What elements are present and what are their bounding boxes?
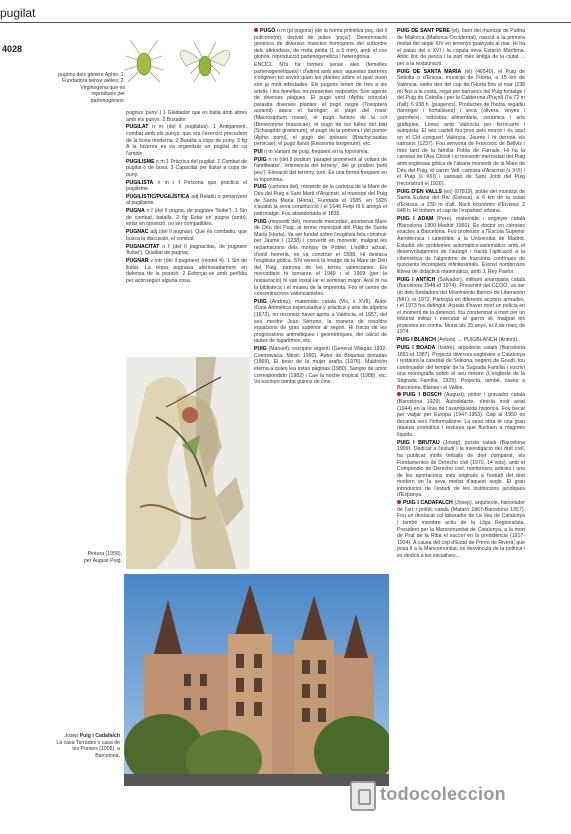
header-rule [0, 22, 571, 23]
entry-pugil-tail: pugnus 'puny'.) 1 Gladiador que es batia amb altres amb els punys. 2 Boxador. [126, 110, 247, 123]
entry-puig-boada: PUIG I BOADA (Isidre), arquitecte català (Barcelona 1891-id 1987). Projectà diverses esglésies a Catalunya i restaurà la catedral de Solsona, segons de Goudí, fou continuador del temple de la Sagrada Família i escriví una monografia sobre el seu mestre (L'església de la Sagrada Família, 1929). Projectà, també, cases a Barcelona, Blanes i el Vallès. [397, 345, 525, 391]
painting-caption-line-2: per August Puig. [83, 557, 122, 564]
photo-caption-name: Josep Puig i Cadafalch [64, 733, 120, 739]
entry-puig: PUIG n m (del ll podium 'parapet prominent al voltant de l'amfiteatre', 'eminència del terreny', del gr podion 'petit peu'). Elevació del terreny, turó. És una forma freqüent en la toponímia. [254, 156, 387, 183]
watermark-text: todocoleccion [380, 784, 506, 804]
entry-puig-manuel: PUIG (Manuel), escriptor argentí (General Villegas 1932-Cuernavaca, Mèxic 1990). Autor de Boquitas pintadas (1969), El beso de la mujer araña (1976), Maldición eterna a quien lea estas páginas (1980), Sangre de amor correspondido (1982) i Cae la noche tropical (1988), etc. Va escriure també guions de cine. [254, 346, 387, 386]
casa-punxes-photo [124, 574, 389, 786]
entry-pui: PUI n m Variant de puig, freqüent en la toponímia. [254, 149, 369, 156]
photo-caption [56, 733, 120, 759]
entry-puig-cartoixa: PUIG (cartoixa del), monestir de la cartoixa de la Mare de Déu del Puig a Sant Martí d'Aracristi, al municipi del Puig de Santa Maria (Horta). Fundada el 1585, en 1626 s'acabà la seva construcció i el 1646 Felip III li atorgà el patronatge. Fou abandonada el 1835. [254, 184, 387, 217]
watermark-logo-icon [350, 781, 376, 811]
entry-pugilista: PUGILISTA n m i f Persona que practica el pugilisme. [126, 179, 247, 193]
entry-pugilat: PUGILAT n m (del ll pugilatus). 1 Antigament, combat amb els punys, que era l'exercici precedent de la boxa moderna. 2 Baralla a cops de puny. 3 fig A la taverna es va organitzar un pugilat de ca l'ample. [126, 124, 247, 157]
entry-puig-andreu: PUIG (Andreu), matemàtic català (Vic, s XVII). Autor d'una Aritmètica especulativa y pràctica y arte de álgebra (1672), on reconeix haver après a València, el 1657, del seu mestre Joan Serrano, la manera de resoldre equacions de grau superior al segon. Hi tracta de les progressions aritmètiques i geomètriques, del càlcul de taules de logaritmes, etc. [254, 298, 387, 345]
page-number: 4028 [2, 44, 23, 54]
column-right [397, 28, 525, 561]
entry-puig-santa-maria: PUIG DE SANTA MARIA (el) (46540), el Puig de Sebolla o d'Enesa, municipi de l'Horta, a 15 km de València, estès des del cap de l'Horta fins al mar (238 m) fins a la costa, regat per barrancs del Puig fontatge i del Puig de Cebolla i per la Calderona (Puçol) (l'a 72 m d'alt); 6 938 h. (puigencs). Productes de l'horta, regadiu (taronger i hortalisses) i secà (olivera, vinyes i garrofers). Indústria alimentària, ceràmica i arts gràfiques. Línies amb València per ferrocarril i autopista. El seu castell fou pres pels moros i és aquí on el Cid conquerí València. Jaume I hi derrotà els sarraïns (1237). Fou senyoria de Francesc de Bellvís i més tard de la família Pobla de Farnals. Hi ha la cartoixa de l'Ara Christi i el monestir mercedari del Puig amb esglésias gòtica de l'abans monestir de la Mare de Déu del Puig, el carrer Vell, cartoixa d'Aracristi (s XVI) i el Puig (s XIII) i santuari de Sant Jordi del Puig (reconstruït el 1926). [397, 68, 525, 187]
color-dot-icon [397, 392, 401, 396]
aphid-drawing [112, 34, 232, 92]
painting-caption [64, 551, 122, 564]
aphid-illustration [112, 34, 232, 92]
painting-image [126, 357, 250, 569]
entry-pugilisme: PUGILISME n m 1 Pràctica del pugilat. 2 Combat de pugilat o de boxa. 3 Capacitat per lluitar a cops de puny. [126, 158, 247, 178]
entry-pugnac: PUGNAC adj (del ll pugnax). Que és combatiu, que busca la discussió, el combat. [126, 229, 247, 242]
color-dot-icon [254, 28, 258, 32]
entry-pugo: PUGÓ n m (pl pugons) (de la forma primitiva puç, del ll pulicone(m), derivat de pulex 'puça'). Denominació genèrica de diversos insectes homòpters del subordre dels afidoïdeus, de mida petita (1 a 5 mm), amb el cos globós, reproducció partenogenètica i heterogònia. [254, 28, 387, 61]
entry-puig-adam: PUIG I ADAM (Pere), matemàtic i enginyer català (Barcelona 1900-Madrid 1960). És doctor en ciències exactes a Barcelona. Fou professor a l'Escola Superior Aerotècnica i catedràtic a la Universitat de Madrid. Estudià els problemes automàtics-sistemàtics amb el desenvolupament de l'autogir i tractà l'aplicació a la cibernètica de l'algoritme de fraccions contínues de quocients incomplets infinitesimals. Escriví nombrosos llibres de didàctica matemàtica, amb J. Rey Pastor. [397, 216, 525, 275]
building-photo [124, 574, 389, 786]
entry-pugo-encicl: ENCICL N'hi ha formes sense ales (femelles partenogenètiques) i d'altres amb ales; aquestes darreres s'originen tot sovint quan les plantes sobre el qual viuen són ja molt infestades. Els pugons tenen de tres a sis artells i les femelles no presenten ovipositor. Són agents de diverses plagues. El pugó verd (Aphis citricola) parasita diverses plantes; el pugó negre (Toxoptera aurantii) ataca el taronger; el pugó del roser (Macrosiphum rosae), el pugó farinós de la col (Brevicoryne brassicae), el pugó de les fulles del blat (Schizaphis graminum), el pugó de la pomera i del pomer (Aphis pomi), el pugó del préssec (Brachycaudus persicae), el pugó llanut (Eriosoma lanigerum), etc. [254, 62, 387, 148]
entry-puig-blanch: PUIG I BLANCH (Antoni) → PUIGBLANCH (Antoni). [397, 337, 519, 344]
entry-pugna: PUGNA n f (del ll pugna, de pugnare 'lluitar'). 1 Sin de combat, batalla. 2 fig Estar en pugna (amb), estar en oposició, no ser compatibles. [126, 208, 247, 228]
entry-puig-cadafalch: PUIG I CADAFALCH (Josep), arquitecte, historiador de l'art i polític català (Mataró 1867-Barcelona 1957). Fou un destacat col·laborador de La Veu de Catalunya i també membre actiu de la Lliga Regionalista. President per la Mancomunitat de Catalunya, a la mort de Prat de la Riba el succeí en la presidència (1917-1924). A causa del cop d'Estat de Primo de Rivera, que posà fi a la Mancomunitat, es desvinculà de la política i es dedicà a les iniciatives... [397, 500, 525, 559]
entry-pugilistic: PUGILÍSTIC/PUGILÍSTICA adj Relatiu o pertanyent al pugilisme. [126, 193, 247, 207]
entry-pugnar: PUGNAR v intr (del ll pugnare) (model 4). 1 Sin de lluitar. La tropa pugnava aferrissadament en defensa de la posició. 2 Esforçar-se amb perfídia per aconseguir alguna cosa. [126, 257, 247, 284]
color-dot-icon [397, 500, 401, 504]
entry-puig-en-valls: PUIG D'EN VALLS (es) (07819), poble del municipi de Santa Eulària del Riu (Eivissa), a 6 km de la ciutat d'Eivissa, a 230 m d'alt. Nucli econòmic d'Eivissa; 2 648 h. Hi trobem el cap de l'expansió urbana. [397, 188, 525, 215]
photo-caption-text: La casa Terrades o casa de les Punxes (1905), a Barcelona. [56, 739, 120, 759]
entry-pugnacitat: PUGNACITAT n f (del ll pugnacitas, de pugnare 'lluitar'). Qualitat de pugnaç. [126, 243, 247, 257]
running-header: pugilat [0, 6, 36, 20]
painting-artwork [126, 357, 250, 569]
aphid-winged-icon [180, 42, 229, 82]
entry-puig-brutau: PUIG I BRUTAU (Josep), jurista català (Barcelona 1909). Dedicat a l'estudi i la investigació del dret civil, ha publicat molts treballs de dret comparat, els Fundamentos de Derecho civil (1970, 14 vols), amb el Compendio de Derecho civil, nombrosos articles i una de les aportacions més originals a l'estudi del dret modern en la seva meitat d'aquest segle. El gran introductor de l'estudi de les institucions jurídiques d'Espanya. [397, 439, 525, 499]
entry-puig-bosch: PUIG I BOSCH (August), pintor i gravador català (Barcelona 1929). Autodidacte, s'inicià molt aviat (1944) en la línia de l'avantguarda històrica. Fou becat per viatjar per Europa (1947-1953). Cap al 1950 es decantà vers l'informalisme. La seva obra té una gran riquesa cromàtica i textures que fluctuen a magmes líquids. [397, 392, 525, 438]
inset-caption: pugons dels gènere Aphis: 1. Fundadora sense aletes; 2. Virginogena que es reprodueix per partenogènesi. [58, 72, 125, 104]
column-middle [254, 28, 387, 387]
aphid-wingless-icon [124, 40, 164, 82]
entry-puig-sant-pere: PUIG DE SANT PERE (el), barri del municipi de Palma de Mallorca (Mallorca Occidental), nascut a la primera meitat del segle XIV en terrenys guanyats al mar. Hi ha el palau del s XVI i la cúpula seva Estació Marítima. Antic lloc de pesca i la part més antiga de la ciutat ... per a la restauració. [397, 28, 525, 67]
entry-puig-monestir: PUIG (monestir del), monestir mercedari, anomenat Mare de Déu del Puig, al terme municipal del Puig de Santa Maria (Horta). Va ser fundat sobre l'església feta construir per Jaume I (1238) i convertit en monestir, malgrat les reclamacions dels monjos de Poblet. L'edifici actual, d'estil herrerià, es va construir el 1588. Hi destaca l'església gòtica. S'hi venera la imatge de la Mare de Déu del Puig, patrona de les terres valencianes. Els mercedaris hi tornaren el 1949 i el 1969 (per la restauració) hi van instal·lar el seminari major. Avui hi ha la biblioteca i el museu de la impremta. Fou el centre de concentracions valencianistes. [254, 218, 387, 298]
entry-puig-antich: PUIG I ANTICH (Salvador), militant anarquista català (Barcelona 1948-id 1974). Provenint del CCOO, va ser un dels fundadors del Movimiento Ibérico de Liberación (MIL), el 1972. Participà en diferents accions armades, i el 1973 fou detingut. Acusat d'haver mort un policia en el moment de la detenció, fou condemnat a mort per un tribunal militar i executat al garrot vil, malgrat les protestes en contra. Moria als 25 anys, el 2 de març de 1974. [397, 276, 525, 336]
painting-caption-line-1: Pintura (1958), [87, 551, 122, 557]
column-left [126, 110, 247, 286]
